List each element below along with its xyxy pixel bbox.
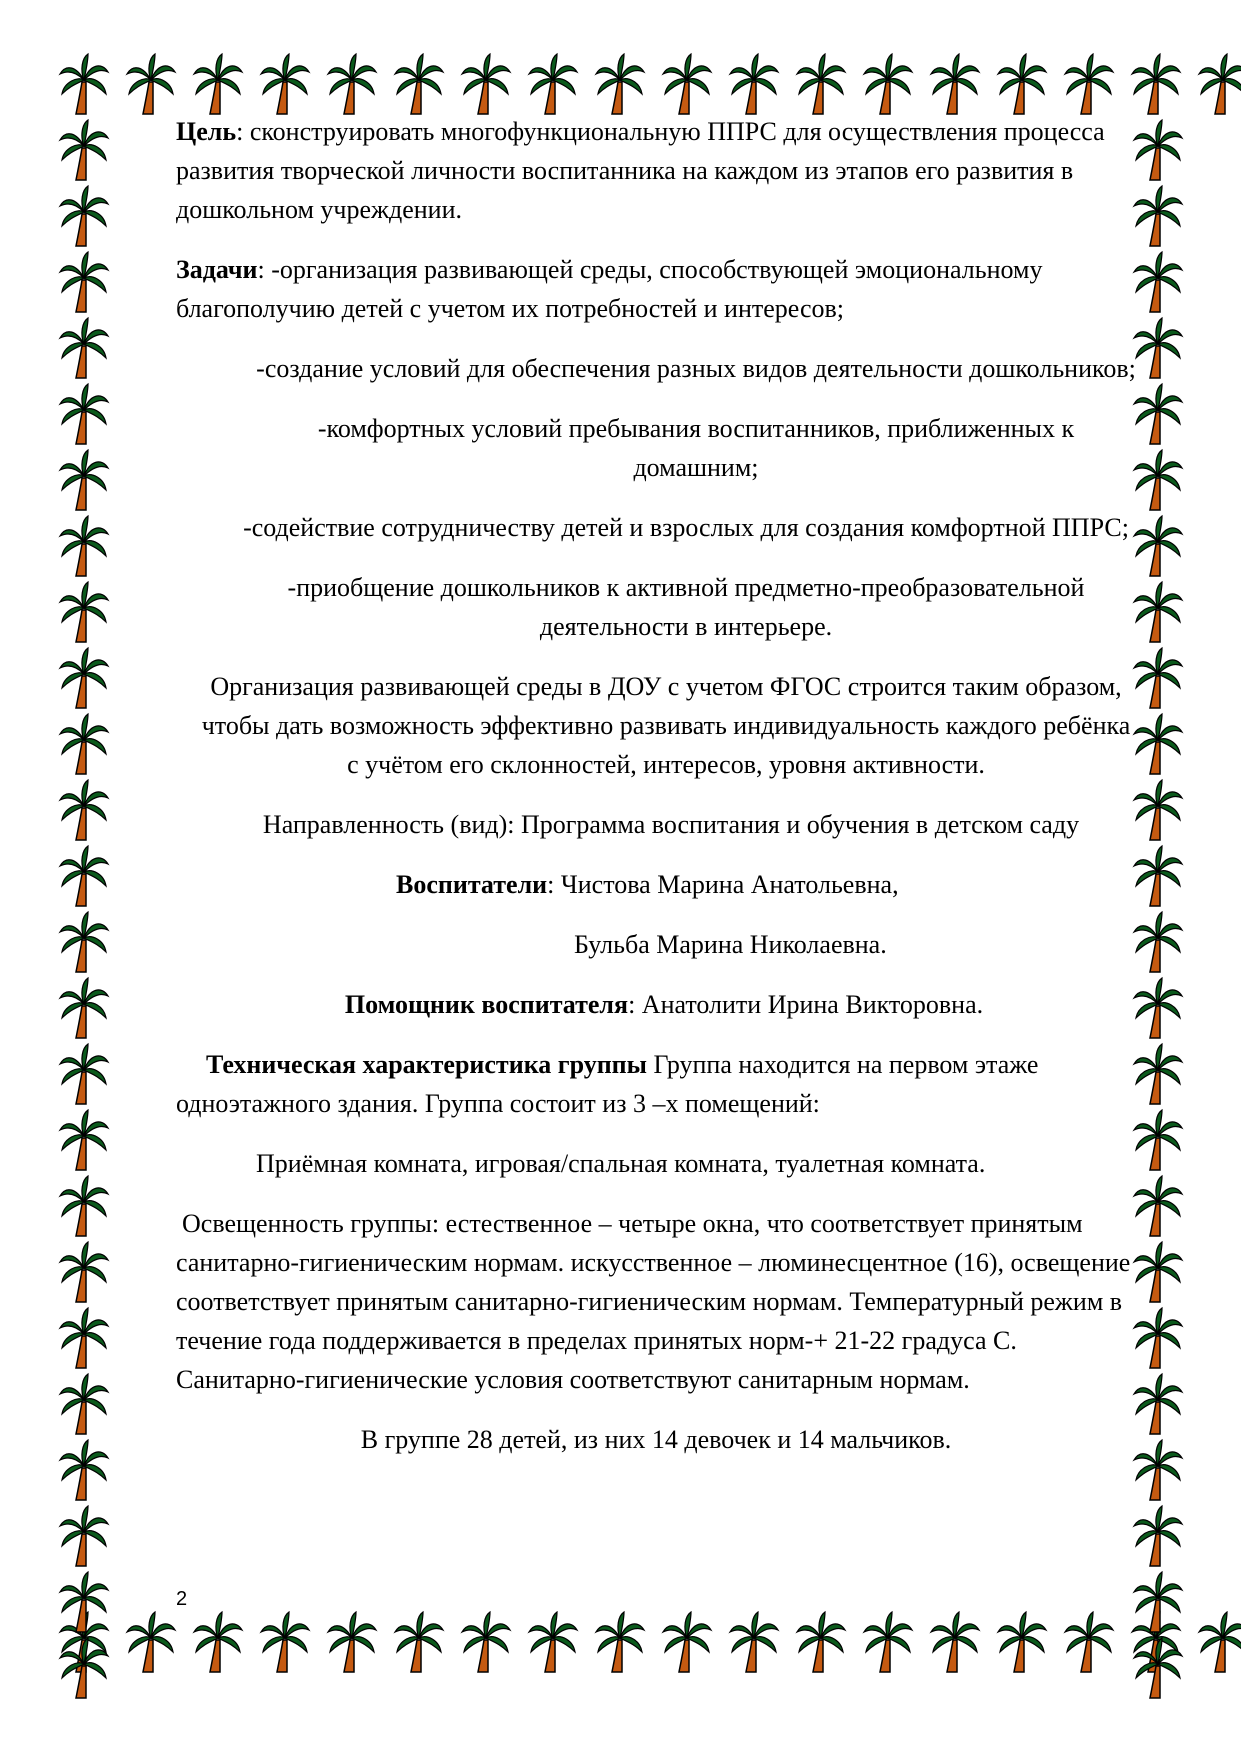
palm-tree-icon xyxy=(1197,52,1241,116)
task-item: -приобщение дошкольников к активной предметно-преобразовательной деятельности в интерьере. xyxy=(287,573,1085,641)
palm-tree-icon xyxy=(1132,778,1184,842)
palm-tree-icon xyxy=(929,1610,981,1674)
palm-tree-icon xyxy=(1132,1636,1184,1700)
palm-tree-icon xyxy=(58,1042,110,1106)
palm-tree-icon xyxy=(728,52,780,116)
palm-tree-icon xyxy=(259,52,311,116)
palm-tree-icon xyxy=(58,1174,110,1238)
technical-label: Техническая характеристика группы xyxy=(206,1050,647,1079)
palm-tree-icon xyxy=(58,514,110,578)
task-item: -комфортных условий пребывания воспитанников, приближенных к домашним; xyxy=(317,414,1075,482)
palm-tree-icon xyxy=(1132,580,1184,644)
task-item: -создание условий для обеспечения разных видов деятельности дошкольников; xyxy=(256,354,1136,383)
tasks-paragraph xyxy=(176,250,1136,328)
palm-tree-icon xyxy=(661,1610,713,1674)
palm-tree-icon xyxy=(58,316,110,380)
palm-tree-icon xyxy=(1132,382,1184,446)
palm-tree-icon xyxy=(58,52,110,116)
palm-tree-icon xyxy=(393,52,445,116)
palm-tree-icon xyxy=(1132,1306,1184,1370)
palm-tree-icon xyxy=(795,1610,847,1674)
palm-tree-icon xyxy=(527,52,579,116)
teacher-name-2: Бульба Марина Николаевна. xyxy=(574,930,887,959)
palm-tree-icon xyxy=(1132,1570,1184,1634)
palm-tree-icon xyxy=(1063,52,1115,116)
palm-tree-icon xyxy=(58,712,110,776)
goal-label: Цель xyxy=(176,117,237,146)
goal-paragraph xyxy=(176,112,1136,229)
palm-tree-icon xyxy=(996,52,1048,116)
page-number: 2 xyxy=(176,1588,188,1610)
palm-tree-icon xyxy=(58,1240,110,1304)
palm-tree-icon xyxy=(728,1610,780,1674)
palm-tree-icon xyxy=(1132,1438,1184,1502)
palm-tree-icon xyxy=(58,646,110,710)
palm-tree-icon xyxy=(1132,1042,1184,1106)
palm-tree-icon xyxy=(192,1610,244,1674)
palm-tree-icon xyxy=(393,1610,445,1674)
palm-tree-icon xyxy=(58,580,110,644)
palm-tree-icon xyxy=(1132,712,1184,776)
palm-tree-icon xyxy=(1132,646,1184,710)
technical-paragraph xyxy=(176,1045,1136,1123)
tasks-label: Задачи xyxy=(176,255,258,284)
palm-tree-icon xyxy=(1063,1610,1115,1674)
teachers-label: Воспитатели xyxy=(396,870,548,899)
palm-tree-icon xyxy=(1132,316,1184,380)
palm-tree-icon xyxy=(1132,1240,1184,1304)
palm-tree-icon xyxy=(58,1372,110,1436)
palm-tree-icon xyxy=(862,1610,914,1674)
palm-tree-icon xyxy=(1132,976,1184,1040)
lighting-paragraph: Освещенность группы: естественное – четыре окна, что соответствует принятым санитарно-гигиеническим нормам. искусственное – люминесцентное (16), освещение соответствует принятым санитарно-гигиеническим нормам. Температурный режим в течение года поддерживается в пределах принятых норм-+ 21-22 градуса С. Санитарно-гигиенические условия соответствуют санитарным нормам. xyxy=(176,1209,1131,1394)
palm-tree-icon xyxy=(58,976,110,1040)
palm-tree-icon xyxy=(58,778,110,842)
palm-tree-icon xyxy=(1130,52,1182,116)
assistant-label: Помощник воспитателя xyxy=(344,990,629,1019)
technical-text: Группа находится на первом этаже одноэтажного здания. Группа состоит из 3 –х помещений: xyxy=(176,1050,1039,1118)
palm-tree-icon xyxy=(1132,1174,1184,1238)
palm-tree-icon xyxy=(125,1610,177,1674)
assistant-name: : Анатолити Ирина Викторовна. xyxy=(628,990,984,1019)
palm-tree-icon xyxy=(1132,910,1184,974)
palm-tree-icon xyxy=(58,1108,110,1172)
document-page xyxy=(176,112,1136,1480)
palm-tree-icon xyxy=(326,52,378,116)
palm-tree-icon xyxy=(1132,1504,1184,1568)
palm-tree-icon xyxy=(259,1610,311,1674)
palm-tree-icon xyxy=(192,52,244,116)
palm-tree-icon xyxy=(58,448,110,512)
palm-tree-icon xyxy=(58,250,110,314)
palm-tree-icon xyxy=(58,1570,110,1634)
palm-tree-icon xyxy=(661,52,713,116)
palm-tree-icon xyxy=(326,1610,378,1674)
palm-tree-icon xyxy=(58,1504,110,1568)
palm-tree-icon xyxy=(1132,1108,1184,1172)
palm-tree-icon xyxy=(862,52,914,116)
task-item: -содействие сотрудничеству детей и взрослых для создания комфортной ППРС; xyxy=(243,513,1129,542)
palm-tree-icon xyxy=(527,1610,579,1674)
palm-tree-icon xyxy=(594,1610,646,1674)
palm-tree-icon xyxy=(929,52,981,116)
palm-tree-icon xyxy=(1132,1372,1184,1436)
organization-paragraph: Организация развивающей среды в ДОУ с учетом ФГОС строится таким образом, чтобы дать возможность эффективно развивать индивидуальность каждого ребёнка с учётом его склонностей, интересов, уровня активности. xyxy=(201,672,1131,779)
palm-tree-icon xyxy=(1132,250,1184,314)
palm-tree-icon xyxy=(125,52,177,116)
assistant-line xyxy=(176,985,1136,1024)
palm-tree-icon xyxy=(58,184,110,248)
palm-tree-icon xyxy=(594,52,646,116)
palm-tree-icon xyxy=(58,910,110,974)
palm-tree-icon xyxy=(1132,844,1184,908)
palm-tree-icon xyxy=(58,1636,110,1700)
palm-tree-icon xyxy=(58,382,110,446)
palm-tree-icon xyxy=(1197,1610,1241,1674)
palm-tree-icon xyxy=(460,52,512,116)
palm-tree-icon xyxy=(58,1438,110,1502)
goal-text: : сконструировать многофункциональную ППРС для осуществления процесса развития творческой личности воспитанника на каждом из этапов его развития в дошкольном учреждении. xyxy=(176,117,1105,224)
palm-tree-icon xyxy=(1132,118,1184,182)
rooms-paragraph: Приёмная комната, игровая/спальная комната, туалетная комната. xyxy=(256,1149,986,1178)
palm-tree-icon xyxy=(1132,184,1184,248)
palm-tree-icon xyxy=(58,118,110,182)
children-paragraph: В группе 28 детей, из них 14 девочек и 14 мальчиков. xyxy=(360,1425,952,1454)
palm-tree-icon xyxy=(1132,448,1184,512)
tasks-first: : -организация развивающей среды, способствующей эмоциональному благополучию детей с учетом их потребностей и интересов; xyxy=(176,255,1043,323)
palm-tree-icon xyxy=(996,1610,1048,1674)
palm-tree-icon xyxy=(58,1306,110,1370)
palm-tree-icon xyxy=(795,52,847,116)
teacher-name-1: : Чистова Марина Анатольевна, xyxy=(547,870,899,899)
palm-tree-icon xyxy=(460,1610,512,1674)
teachers-line xyxy=(176,865,1136,904)
direction-paragraph: Направленность (вид): Программа воспитания и обучения в детском саду xyxy=(262,810,1080,839)
palm-tree-icon xyxy=(58,844,110,908)
palm-tree-icon xyxy=(1132,514,1184,578)
